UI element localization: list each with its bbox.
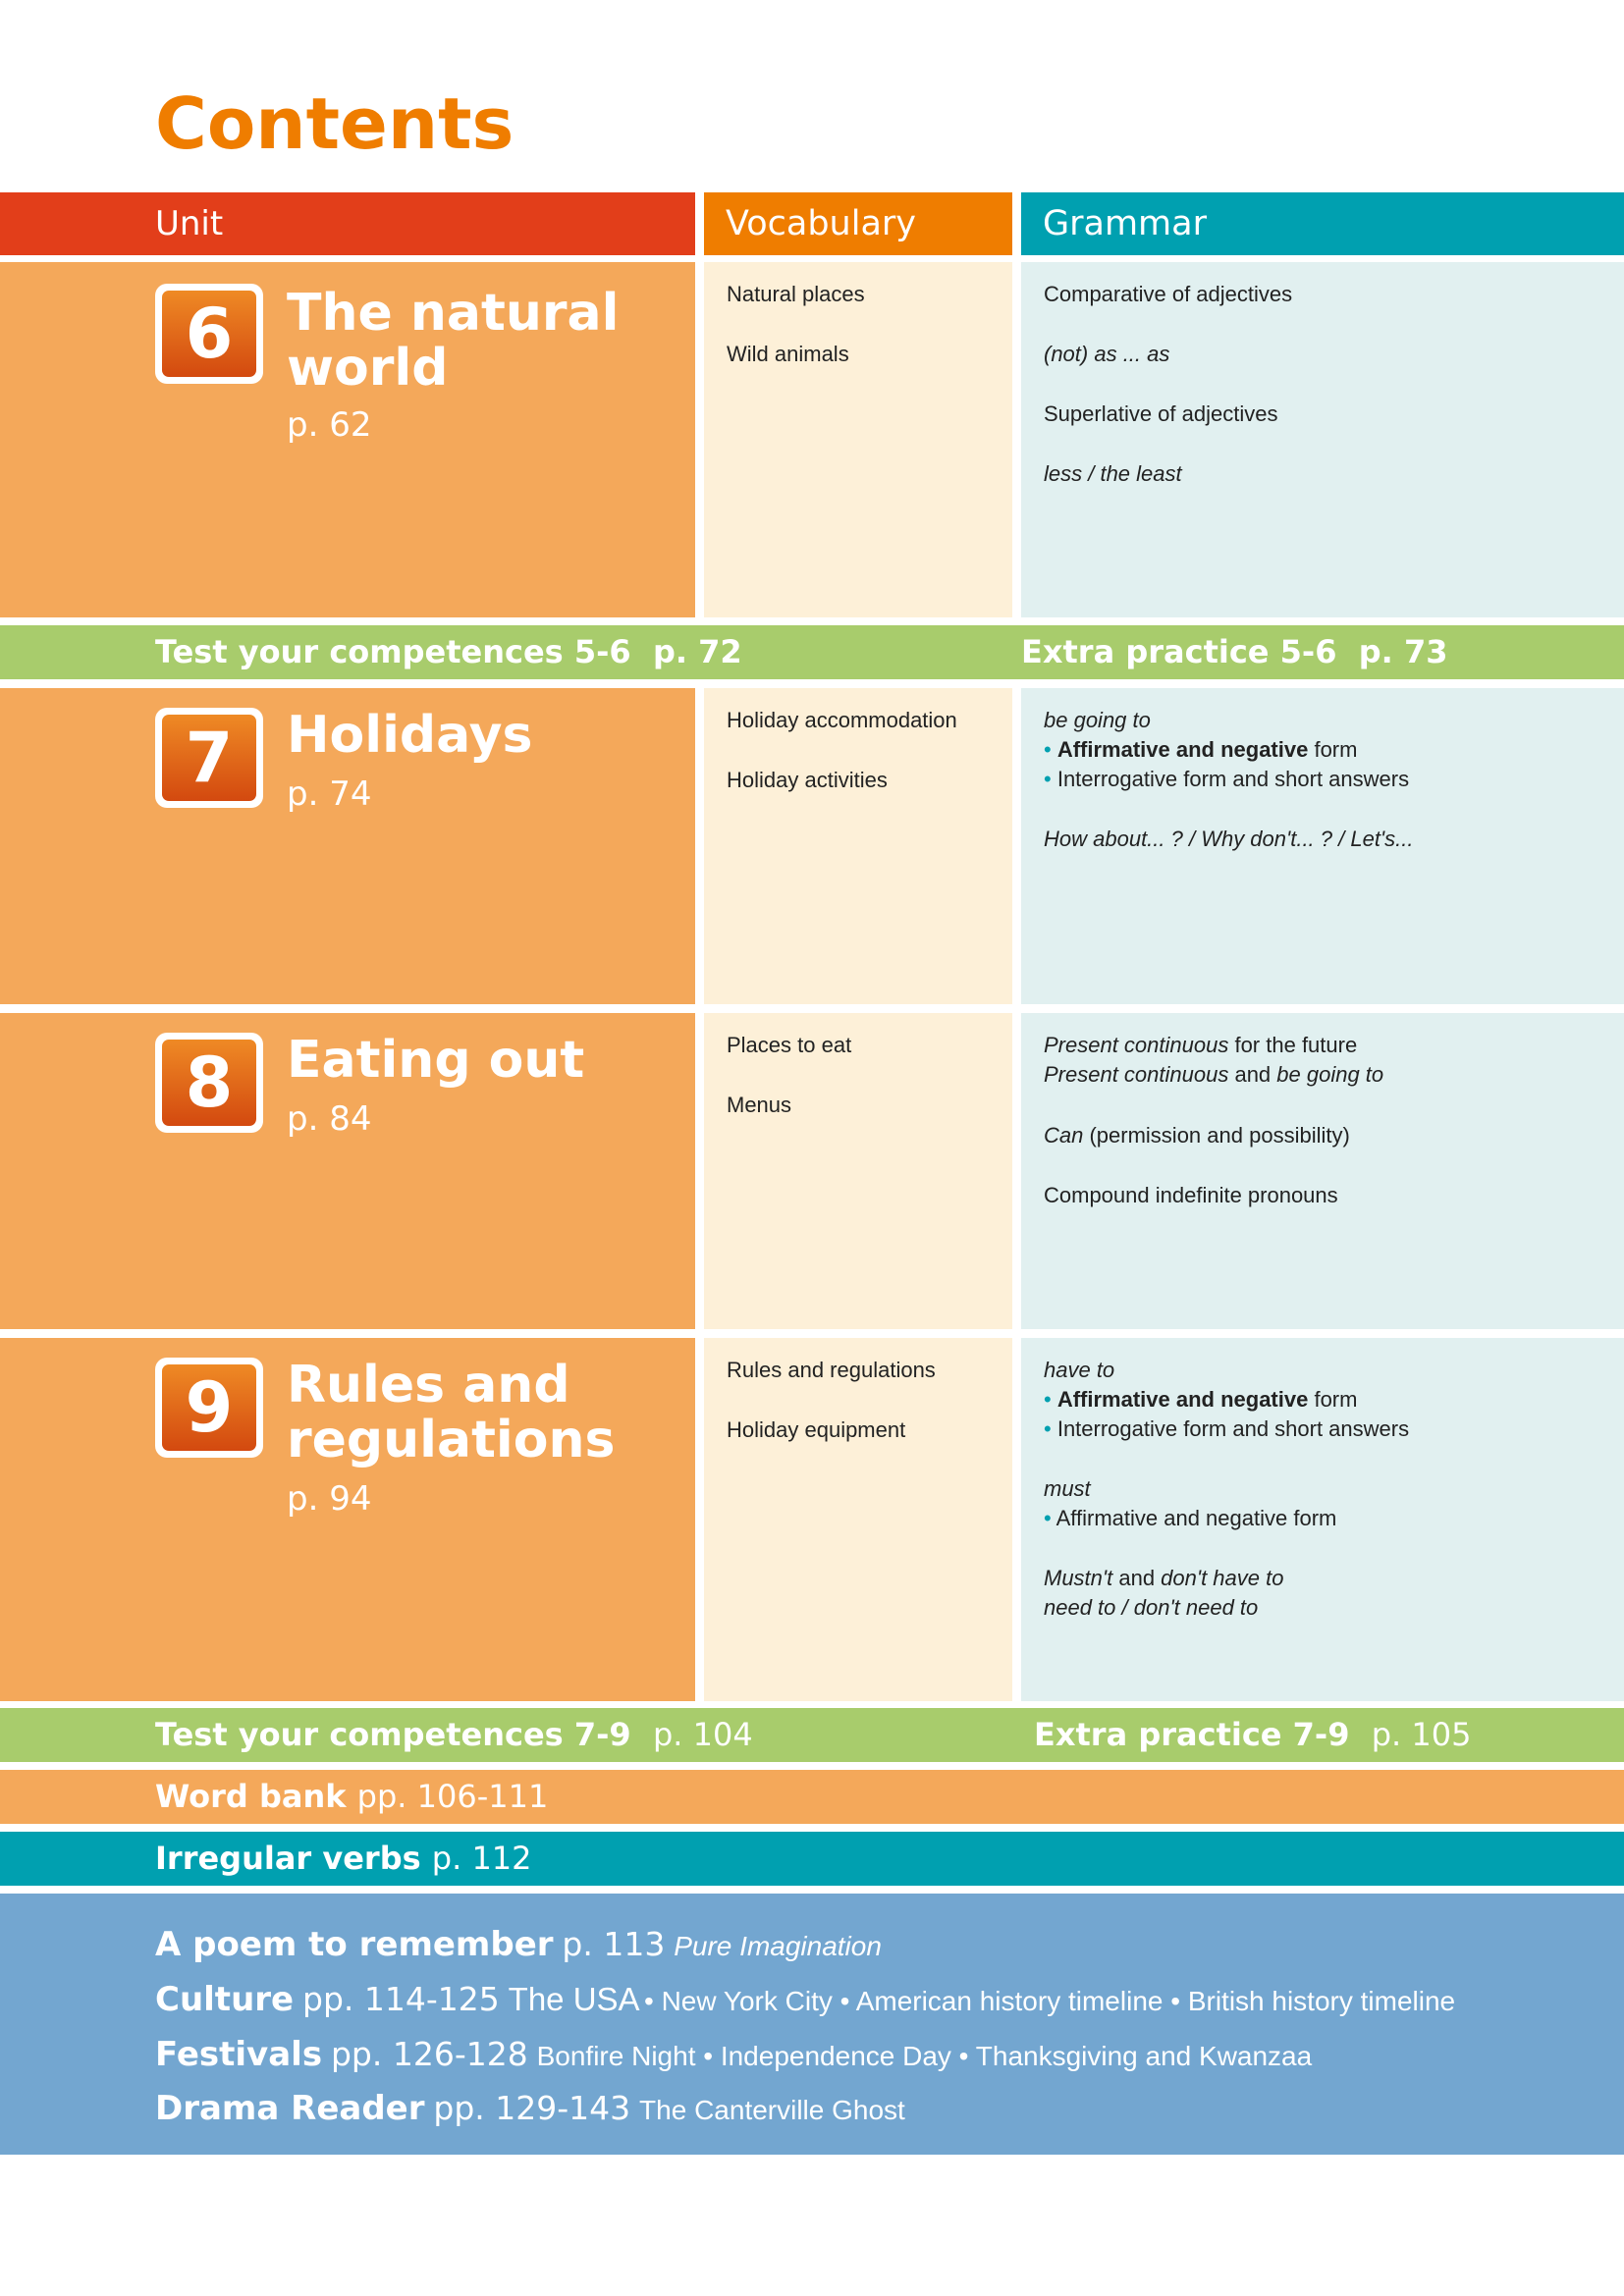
unit-6-title: The natural world [287, 284, 620, 398]
poem-line: A poem to remember p. 113 Pure Imagination [155, 1925, 882, 1964]
grammar-item: Comparative of adjectives [1044, 282, 1293, 306]
grammar-item: be going to [1044, 708, 1151, 732]
grammar-item: • Interrogative form and short answers [1044, 767, 1410, 791]
vocab-item: Wild animals [727, 342, 849, 366]
bullet-icon: • [1044, 737, 1052, 762]
grammar-item: • Affirmative and negative form [1044, 737, 1358, 762]
word-bank: Word bank pp. 106-111 [155, 1778, 549, 1815]
unit-9-title: Rules and regulations [287, 1356, 616, 1469]
grammar-item: Compound indefinite pronouns [1044, 1183, 1338, 1207]
grammar-item: must [1044, 1476, 1091, 1501]
unit-8-title: Eating out [287, 1031, 585, 1090]
vocab-item: Holiday equipment [727, 1417, 906, 1442]
extras-block [0, 1894, 1624, 2155]
unit-6-badge [155, 284, 263, 384]
unit-7-page: p. 74 [287, 774, 372, 814]
unit-9-page: p. 94 [287, 1479, 372, 1519]
unit-7-number: 7 [162, 715, 256, 801]
unit-8-grammar [1021, 1013, 1624, 1329]
test-competences-5-6: Test your competences 5-6 p. 72 [155, 633, 742, 670]
unit-9-cell [0, 1338, 695, 1701]
unit-8-badge [155, 1033, 263, 1133]
grammar-item: less / the least [1044, 461, 1182, 486]
unit-6-grammar [1021, 262, 1624, 617]
unit-7-badge [155, 708, 263, 808]
grammar-item: • Interrogative form and short answers [1044, 1416, 1410, 1441]
vocab-item: Holiday accommodation [727, 708, 957, 732]
vocab-item: Menus [727, 1093, 792, 1117]
unit-9-number: 9 [162, 1364, 256, 1451]
bullet-icon: • [1044, 1387, 1052, 1412]
unit-6-cell [0, 262, 695, 617]
unit-8-page: p. 84 [287, 1099, 372, 1139]
vocab-item: Natural places [727, 282, 865, 306]
bullet-icon: • [1044, 767, 1052, 791]
grammar-item: Present continuous for the future [1044, 1033, 1358, 1057]
grammar-item: Can (permission and possibility) [1044, 1123, 1350, 1148]
word-bank-bar [0, 1770, 1624, 1824]
unit-7-cell [0, 688, 695, 1004]
irregular-verbs-bar [0, 1832, 1624, 1886]
unit-6-vocabulary [704, 262, 1012, 617]
unit-9-vocabulary [704, 1338, 1012, 1701]
header-vocabulary: Vocabulary [704, 192, 1012, 255]
page-title: Contents [155, 82, 514, 165]
grammar-item: (not) as ... as [1044, 342, 1170, 366]
unit-9-grammar [1021, 1338, 1624, 1701]
unit-8-cell [0, 1013, 695, 1329]
grammar-item: Present continuous and be going to [1044, 1062, 1384, 1087]
header-grammar: Grammar [1021, 192, 1624, 255]
extra-practice-5-6: Extra practice 5-6 p. 73 [1021, 633, 1448, 670]
bullet-icon: • [1044, 1416, 1052, 1441]
test-bar-5-6 [0, 625, 1624, 679]
drama-line: Drama Reader pp. 129-143 The Canterville Ghost [155, 2089, 905, 2128]
grammar-item: • Affirmative and negative form [1044, 1506, 1337, 1530]
unit-7-vocabulary [704, 688, 1012, 1004]
header-unit: Unit [0, 192, 695, 255]
extra-practice-7-9: Extra practice 7-9 p. 105 [1034, 1716, 1472, 1753]
vocab-item: Places to eat [727, 1033, 852, 1057]
festivals-line: Festivals pp. 126-128 Bonfire Night • Independence Day • Thanksgiving and Kwanzaa [155, 2035, 1313, 2074]
unit-9-badge [155, 1358, 263, 1458]
grammar-item: Mustn't and don't have to [1044, 1566, 1284, 1590]
vocab-item: Holiday activities [727, 768, 888, 792]
unit-8-vocabulary [704, 1013, 1012, 1329]
unit-7-grammar [1021, 688, 1624, 1004]
test-competences-7-9: Test your competences 7-9 p. 104 [155, 1716, 753, 1753]
grammar-item: How about... ? / Why don't... ? / Let's... [1044, 827, 1414, 851]
grammar-item: have to [1044, 1358, 1115, 1382]
unit-6-page: p. 62 [287, 405, 372, 445]
irregular-verbs: Irregular verbs p. 112 [155, 1840, 532, 1877]
unit-6-number: 6 [162, 291, 256, 377]
grammar-item: • Affirmative and negative form [1044, 1387, 1358, 1412]
test-bar-7-9 [0, 1708, 1624, 1762]
vocab-item: Rules and regulations [727, 1358, 936, 1382]
unit-8-number: 8 [162, 1040, 256, 1126]
unit-7-title: Holidays [287, 706, 533, 765]
grammar-item: Superlative of adjectives [1044, 401, 1278, 426]
bullet-icon: • [1044, 1506, 1052, 1530]
culture-line: Culture pp. 114-125 The USA • New York City • American history timeline • British history timeline [155, 1980, 1456, 2019]
grammar-item: need to / don't need to [1044, 1595, 1259, 1620]
